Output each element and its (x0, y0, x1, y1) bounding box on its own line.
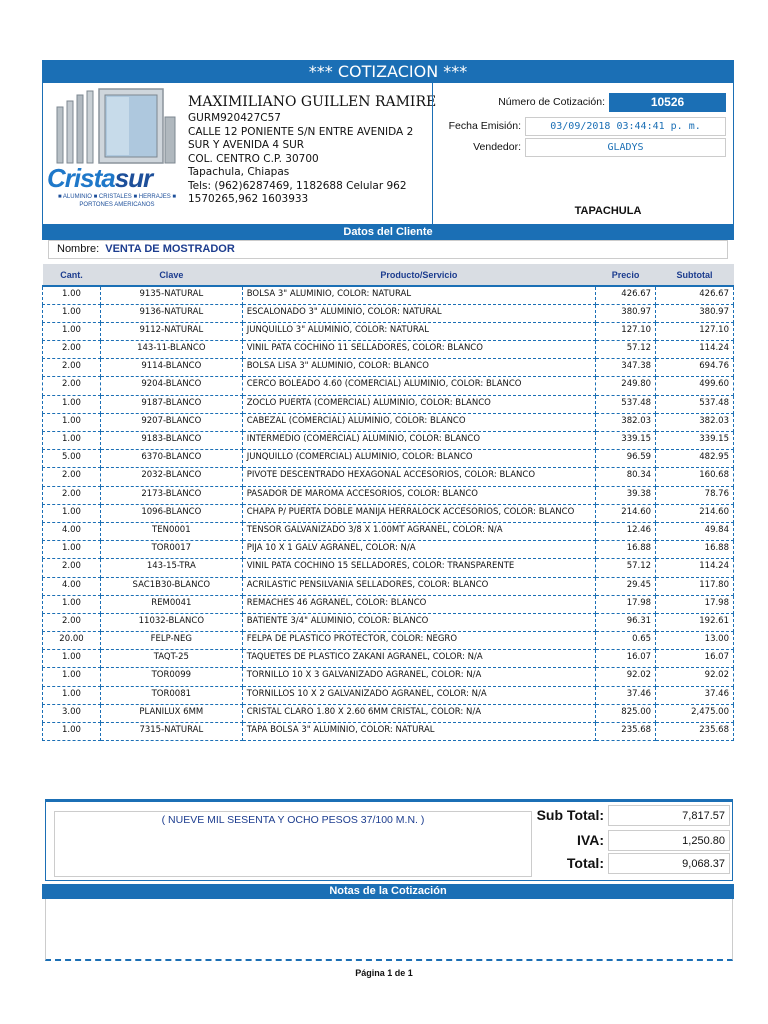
item-price: 127.10 (596, 322, 656, 340)
item-key: 1096-BLANCO (100, 504, 242, 522)
item-subtotal: 49.84 (656, 522, 734, 540)
item-qty: 1.00 (43, 322, 101, 340)
item-description: TAQUETES DE PLASTICO ZAKANI AGRANEL, COLOR: N/A (242, 650, 595, 668)
item-subtotal: 78.76 (656, 486, 734, 504)
item-qty: 1.00 (43, 686, 101, 704)
item-description: INTERMEDIO (COMERCIAL) ALUMINIO, COLOR: BLANCO (242, 432, 595, 450)
company-city: Tapachula, Chiapas (188, 166, 290, 178)
quote-number: 10526 (609, 93, 726, 112)
item-description: PIVOTE DESCENTRADO HEXAGONAL ACCESORIOS, COLOR: BLANCO (242, 468, 595, 486)
table-row (43, 704, 734, 722)
item-qty: 2.00 (43, 486, 101, 504)
item-subtotal: 16.07 (656, 650, 734, 668)
item-description: FELPA DE PLASTICO PROTECTOR, COLOR: NEGRO (242, 632, 595, 650)
item-price: 235.68 (596, 723, 656, 741)
item-description: REMACHES 46 AGRANEL, COLOR: BLANCO (242, 595, 595, 613)
company-colony: COL. CENTRO C.P. 30700 (188, 152, 319, 165)
table-row (43, 632, 734, 650)
item-subtotal: 160.68 (656, 468, 734, 486)
table-row (43, 595, 734, 613)
company-info (188, 93, 438, 207)
item-subtotal: 13.00 (656, 632, 734, 650)
item-description: ZOCLO PUERTA (COMERCIAL) ALUMINIO, COLOR: BLANCO (242, 395, 595, 413)
total-label: Total: (566, 855, 604, 871)
item-key: TAQT-25 (100, 650, 242, 668)
item-subtotal: 694.76 (656, 359, 734, 377)
table-row (43, 723, 734, 741)
table-row (43, 450, 734, 468)
item-description: TORNILLOS 10 X 2 GALVANIZADO AGRANEL, COLOR: N/A (242, 686, 595, 704)
table-row (43, 504, 734, 522)
item-subtotal: 537.48 (656, 395, 734, 413)
item-subtotal: 17.98 (656, 595, 734, 613)
item-key: 9183-BLANCO (100, 432, 242, 450)
item-price: 825.00 (596, 704, 656, 722)
company-logo (47, 87, 183, 215)
item-key: 9204-BLANCO (100, 377, 242, 395)
item-key: 9135-NATURAL (100, 286, 242, 304)
item-qty: 1.00 (43, 395, 101, 413)
item-price: 57.12 (596, 341, 656, 359)
item-key: 11032-BLANCO (100, 613, 242, 631)
company-rfc: GURM920427C57 (188, 112, 281, 124)
table-row (43, 322, 734, 340)
branch-name: TAPACHULA (574, 205, 642, 217)
item-key: PLANILUX 6MM (100, 704, 242, 722)
table-row (43, 468, 734, 486)
item-qty: 4.00 (43, 522, 101, 540)
table-row (43, 559, 734, 577)
table-row (43, 686, 734, 704)
col-price: Precio (596, 264, 656, 286)
item-qty: 2.00 (43, 468, 101, 486)
item-key: TOR0081 (100, 686, 242, 704)
client-name-label: Nombre: (57, 243, 100, 255)
item-price: 537.48 (596, 395, 656, 413)
item-description: CHAPA P/ PUERTA DOBLE MANIJA HERRALOCK ACCESORIOS, COLOR: BLANCO (242, 504, 595, 522)
item-description: CABEZAL (COMERCIAL) ALUMINIO, COLOR: BLANCO (242, 413, 595, 431)
item-price: 39.38 (596, 486, 656, 504)
item-price: 382.03 (596, 413, 656, 431)
iva-value: 1,250.80 (608, 830, 730, 851)
item-price: 347.38 (596, 359, 656, 377)
item-qty: 1.00 (43, 541, 101, 559)
item-key: 2173-BLANCO (100, 486, 242, 504)
items-table (42, 264, 734, 741)
item-qty: 3.00 (43, 704, 101, 722)
item-price: 426.67 (596, 286, 656, 304)
table-row (43, 377, 734, 395)
item-key: TOR0099 (100, 668, 242, 686)
item-qty: 20.00 (43, 632, 101, 650)
quote-number-label: Número de Cotización: (498, 96, 605, 108)
logo-tagline: ■ ALUMINIO ■ CRISTALES ■ HERRAJES ■ PORTONES AMERICANOS (57, 194, 177, 208)
item-subtotal: 380.97 (656, 304, 734, 322)
item-subtotal: 92.02 (656, 668, 734, 686)
table-row (43, 359, 734, 377)
item-price: 80.34 (596, 468, 656, 486)
header-box (42, 83, 734, 225)
item-price: 96.59 (596, 450, 656, 468)
item-subtotal: 339.15 (656, 432, 734, 450)
item-qty: 1.00 (43, 668, 101, 686)
client-name-row (48, 240, 728, 259)
company-name: MAXIMILIANO GUILLEN RAMIRE (188, 94, 437, 110)
item-qty: 4.00 (43, 577, 101, 595)
col-subtotal: Subtotal (656, 264, 734, 286)
item-key: TEN0001 (100, 522, 242, 540)
subtotal-label: Sub Total: (536, 807, 604, 823)
item-qty: 1.00 (43, 595, 101, 613)
item-price: 380.97 (596, 304, 656, 322)
item-description: CRISTAL CLARO 1.80 X 2.60 6MM CRISTAL, COLOR: N/A (242, 704, 595, 722)
table-row (43, 341, 734, 359)
item-key: 9114-BLANCO (100, 359, 242, 377)
table-row (43, 522, 734, 540)
table-row (43, 577, 734, 595)
item-key: FELP-NEG (100, 632, 242, 650)
item-price: 339.15 (596, 432, 656, 450)
item-description: VINIL PATA COCHINO 11 SELLADORES, COLOR: BLANCO (242, 341, 595, 359)
item-subtotal: 192.61 (656, 613, 734, 631)
company-address: CALLE 12 PONIENTE S/N ENTRE AVENIDA 2 SUR Y AVENIDA 4 SUR (188, 125, 414, 151)
quote-info-panel (432, 83, 735, 225)
table-row (43, 650, 734, 668)
company-phones: Tels: (962)6287469, 1182688 Celular 962 1570265,962 1603933 (188, 179, 407, 205)
seller-label: Vendedor: (473, 141, 521, 153)
item-key: REM0041 (100, 595, 242, 613)
item-qty: 2.00 (43, 559, 101, 577)
amount-in-words: ( NUEVE MIL SESENTA Y OCHO PESOS 37/100 M.N. ) (54, 811, 532, 877)
item-price: 17.98 (596, 595, 656, 613)
item-subtotal: 2,475.00 (656, 704, 734, 722)
item-description: PASADOR DE MAROMA ACCESORIOS, COLOR: BLANCO (242, 486, 595, 504)
item-subtotal: 127.10 (656, 322, 734, 340)
item-key: 2032-BLANCO (100, 468, 242, 486)
item-subtotal: 499.60 (656, 377, 734, 395)
item-description: ESCALONADO 3" ALUMINIO, COLOR: NATURAL (242, 304, 595, 322)
item-description: TENSOR GALVANIZADO 3/8 X 1.00MT AGRANEL, COLOR: N/A (242, 522, 595, 540)
item-description: JUNQUILLO (COMERCIAL) ALUMINIO, COLOR: BLANCO (242, 450, 595, 468)
item-key: 9187-BLANCO (100, 395, 242, 413)
col-product: Producto/Servicio (242, 264, 595, 286)
item-key: 9136-NATURAL (100, 304, 242, 322)
item-price: 37.46 (596, 686, 656, 704)
item-description: BATIENTE 3/4" ALUMINIO, COLOR: BLANCO (242, 613, 595, 631)
item-price: 214.60 (596, 504, 656, 522)
totals-box (45, 799, 733, 881)
table-row (43, 668, 734, 686)
item-price: 96.31 (596, 613, 656, 631)
item-subtotal: 382.03 (656, 413, 734, 431)
item-description: CERCO BOLEADO 4.60 (COMERCIAL) ALUMINIO, COLOR: BLANCO (242, 377, 595, 395)
item-qty: 1.00 (43, 413, 101, 431)
item-subtotal: 235.68 (656, 723, 734, 741)
page-number: Página 1 de 1 (355, 968, 413, 978)
item-qty: 1.00 (43, 650, 101, 668)
item-subtotal: 16.88 (656, 541, 734, 559)
table-row (43, 613, 734, 631)
client-name: VENTA DE MOSTRADOR (105, 243, 235, 255)
item-key: 143-15-TRA (100, 559, 242, 577)
window-frame-icon (47, 87, 183, 165)
item-qty: 1.00 (43, 304, 101, 322)
item-description: VINIL PATA COCHINO 15 SELLADORES, COLOR: TRANSPARENTE (242, 559, 595, 577)
item-description: JUNQUILLO 3" ALUMINIO, COLOR: NATURAL (242, 322, 595, 340)
item-qty: 2.00 (43, 341, 101, 359)
item-qty: 1.00 (43, 723, 101, 741)
item-price: 12.46 (596, 522, 656, 540)
col-qty: Cant. (43, 264, 101, 286)
item-subtotal: 114.24 (656, 341, 734, 359)
item-qty: 1.00 (43, 504, 101, 522)
iva-label: IVA: (577, 832, 604, 848)
item-description: TORNILLO 10 X 3 GALVANIZADO AGRANEL, COLOR: N/A (242, 668, 595, 686)
logo-wordmark: Cristasur (47, 163, 153, 193)
item-qty: 5.00 (43, 450, 101, 468)
item-subtotal: 426.67 (656, 286, 734, 304)
item-subtotal: 214.60 (656, 504, 734, 522)
item-subtotal: 114.24 (656, 559, 734, 577)
item-description: BOLSA 3" ALUMINIO, COLOR: NATURAL (242, 286, 595, 304)
item-qty: 1.00 (43, 432, 101, 450)
notes-section-title: Notas de la Cotización (42, 884, 734, 899)
item-description: PIJA 10 X 1 GALV AGRANEL, COLOR: N/A (242, 541, 595, 559)
table-header-row (43, 264, 734, 286)
seller-value: GLADYS (525, 138, 726, 157)
table-row (43, 413, 734, 431)
table-row (43, 541, 734, 559)
item-qty: 1.00 (43, 286, 101, 304)
item-subtotal: 117.80 (656, 577, 734, 595)
item-key: 143-11-BLANCO (100, 341, 242, 359)
item-price: 249.80 (596, 377, 656, 395)
item-price: 16.88 (596, 541, 656, 559)
item-description: TAPA BOLSA 3" ALUMINIO, COLOR: NATURAL (242, 723, 595, 741)
subtotal-value: 7,817.57 (608, 805, 730, 826)
item-qty: 2.00 (43, 359, 101, 377)
item-price: 0.65 (596, 632, 656, 650)
item-description: ACRILASTIC PENSILVANIA SELLADORES, COLOR: BLANCO (242, 577, 595, 595)
table-row (43, 432, 734, 450)
table-row (43, 395, 734, 413)
item-price: 57.12 (596, 559, 656, 577)
table-row (43, 286, 734, 304)
table-row (43, 304, 734, 322)
item-key: TOR0017 (100, 541, 242, 559)
total-value: 9,068.37 (608, 853, 730, 874)
col-key: Clave (100, 264, 242, 286)
item-price: 29.45 (596, 577, 656, 595)
item-subtotal: 482.95 (656, 450, 734, 468)
client-section-title: Datos del Cliente (42, 225, 734, 240)
item-key: 9207-BLANCO (100, 413, 242, 431)
item-price: 92.02 (596, 668, 656, 686)
table-row (43, 486, 734, 504)
item-key: SAC1B30-BLANCO (100, 577, 242, 595)
item-subtotal: 37.46 (656, 686, 734, 704)
date-value: 03/09/2018 03:44:41 p. m. (525, 117, 726, 136)
date-label: Fecha Emisión: (448, 120, 521, 132)
item-key: 7315-NATURAL (100, 723, 242, 741)
document-title: *** COTIZACION *** (42, 60, 734, 83)
item-qty: 2.00 (43, 377, 101, 395)
item-description: BOLSA LISA 3" ALUMINIO, COLOR: BLANCO (242, 359, 595, 377)
item-key: 9112-NATURAL (100, 322, 242, 340)
item-price: 16.07 (596, 650, 656, 668)
item-qty: 2.00 (43, 613, 101, 631)
notes-box (45, 899, 733, 961)
item-key: 6370-BLANCO (100, 450, 242, 468)
